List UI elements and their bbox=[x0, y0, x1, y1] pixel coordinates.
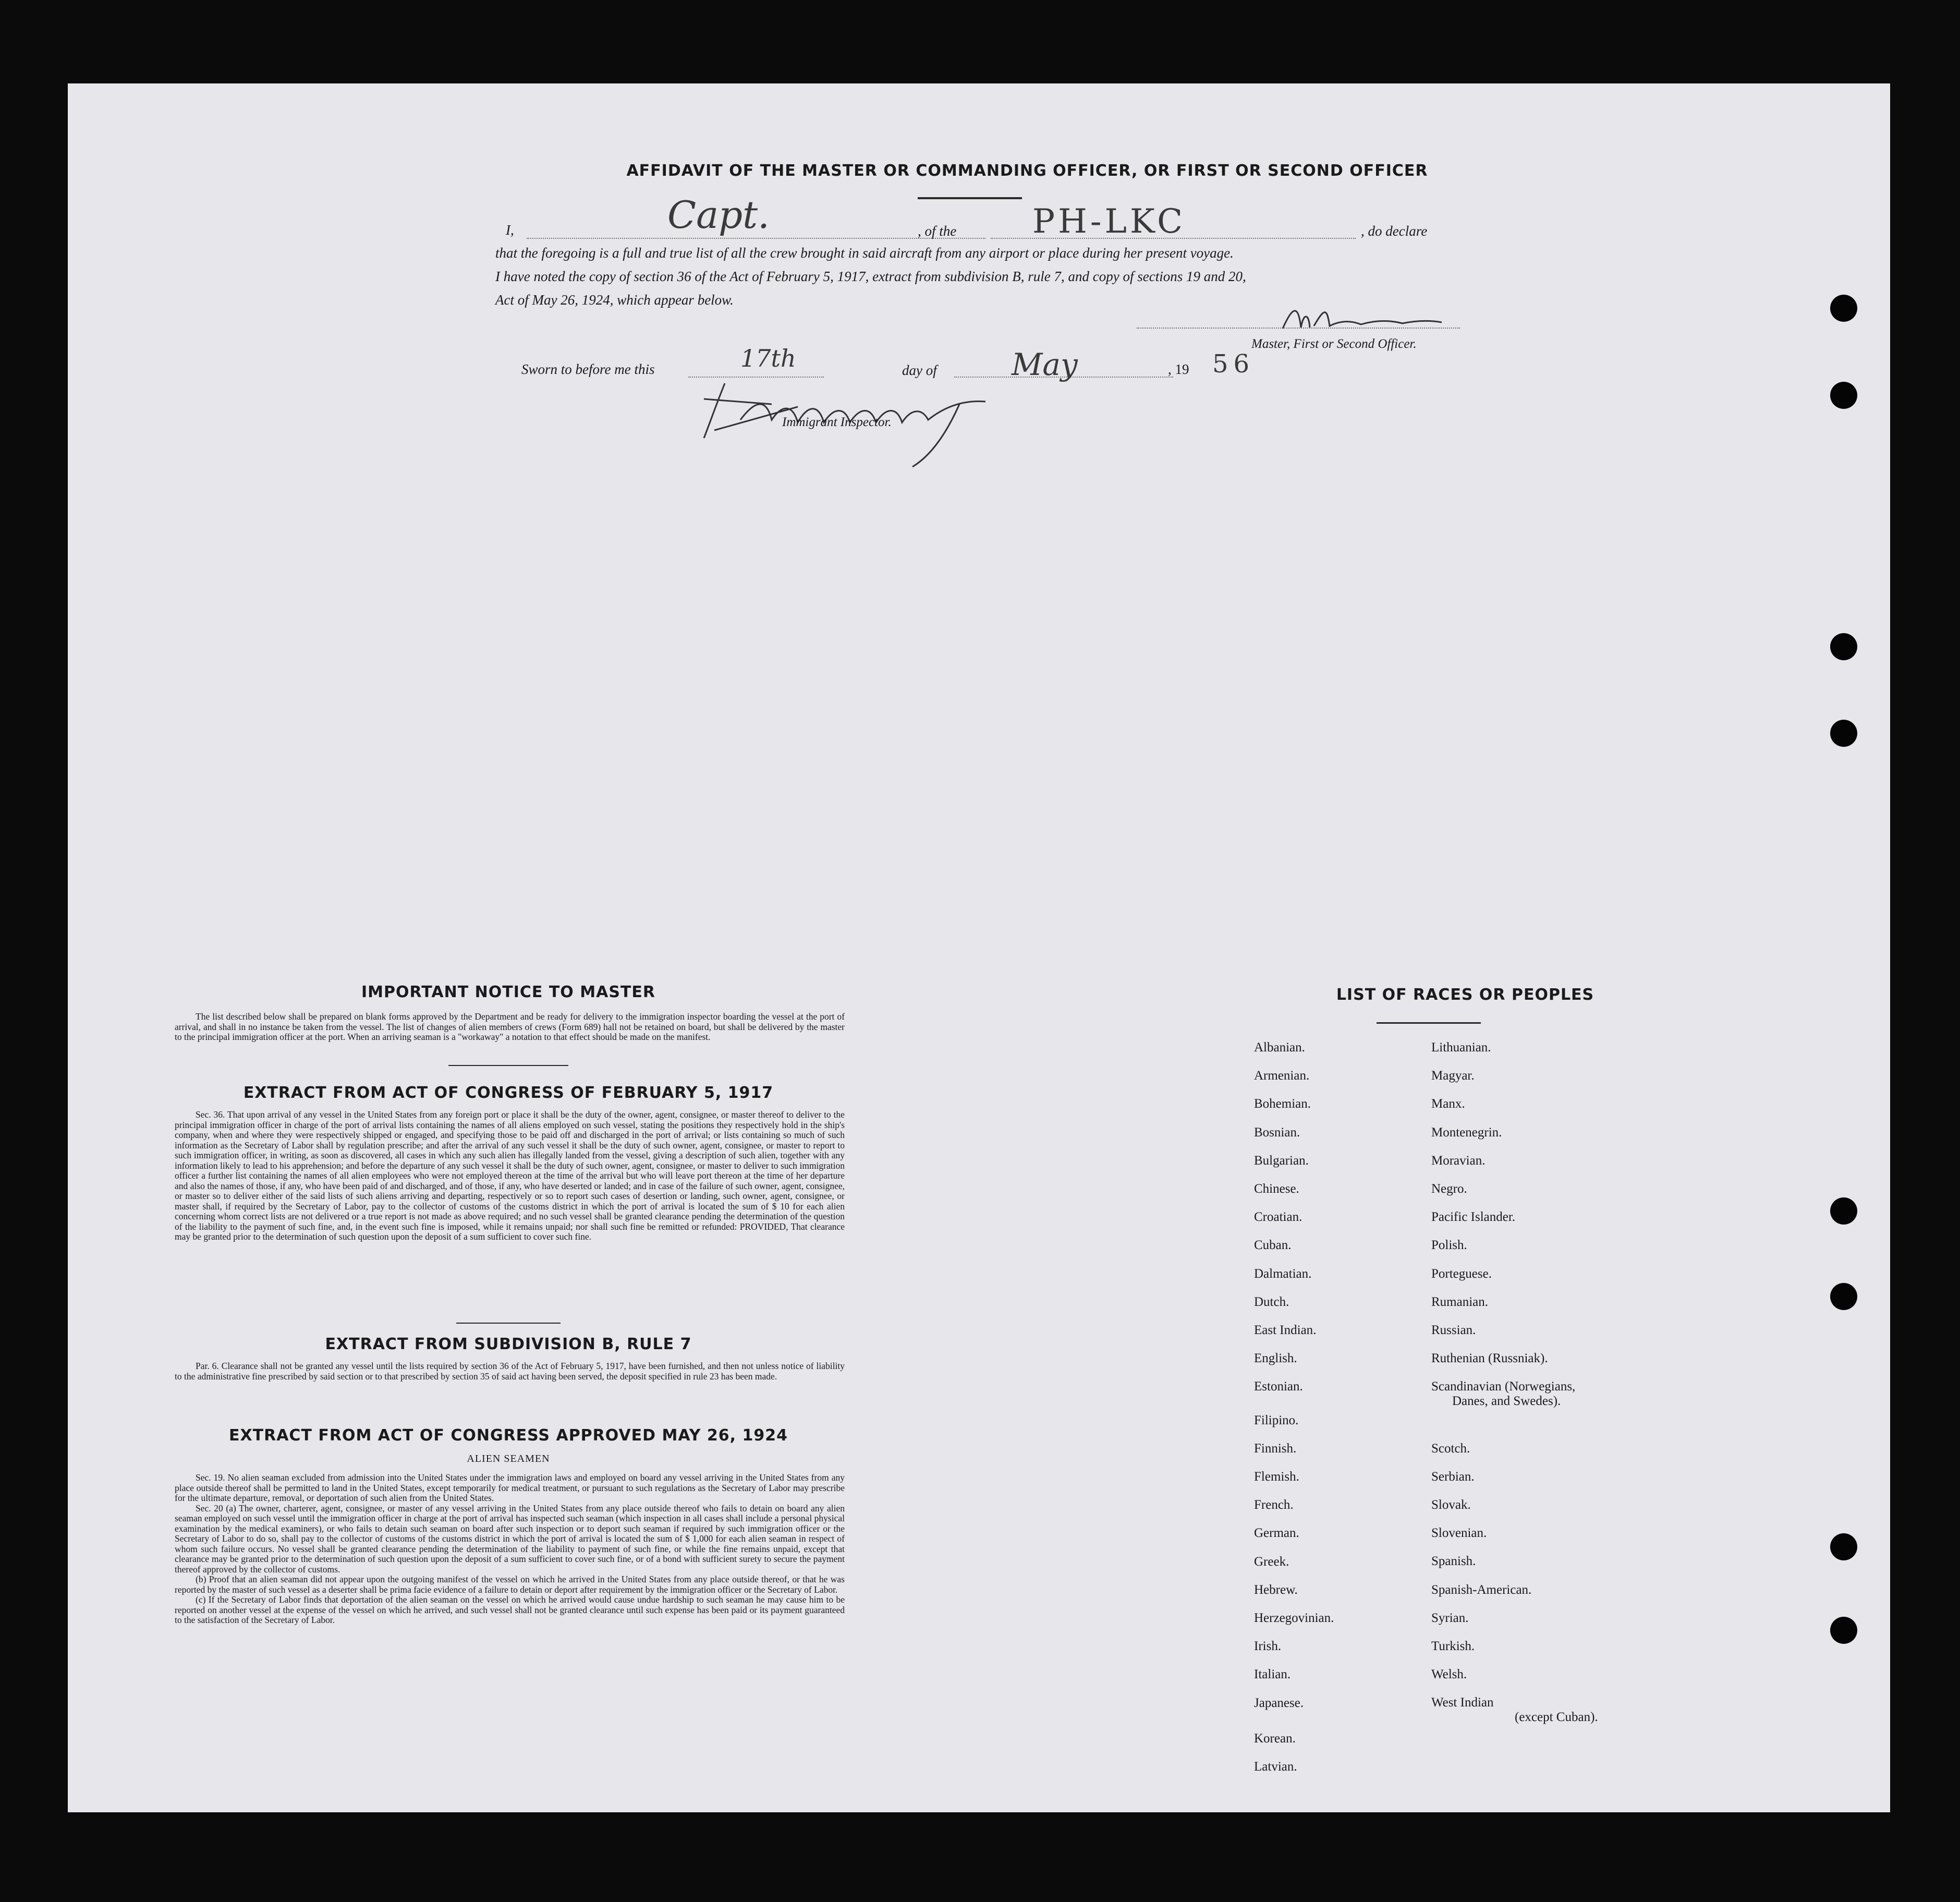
race-item: Chinese. bbox=[1254, 1182, 1299, 1196]
document-page bbox=[68, 83, 1890, 1812]
race-item: Welsh. bbox=[1431, 1667, 1467, 1682]
sec36-paragraph: Sec. 36. That upon arrival of any vessel in the United States from any foreign port or place it shall be the duty of the owner, agent, consignee, or master thereof to deliver to the principal immigration officer in charge of the port of arrival lists containing the names of all aliens employed on such vessel, stating the positions they respectively hold in the ship's company, when and where they were respectively shipped or engaged, and specifying those to be paid off and discharged in the port of arrival; or lists containing so much of such information as the Secretary of Labor shall by regulation prescribe; and after the arrival of any such vessel it shall be the duty of such owner, agent, consignee, or master to report to such immigration officer, in writing, as soon as discovered, all cases in which any such alien has illegally landed from the vessel, giving a description of such alien, together with any information likely to lead to his apprehension; and before the departure of any such vessel it shall be the duty of such owner, agent, consignee, or master to deliver to such immigration officer a further list containing the names of all alien employees who were not employed thereon at the time of the arrival but who will leave port thereon at the time of her departure and also the names of those, if any, who have been paid of and discharged, and of those, if any, who have deserted or landed; and in case of the failure of such owner, agent, consignee, or master so to deliver either of the said lists of such aliens arriving and departing, respectively or so to report such cases of desertion or landing, such owner, agent, consignee, or master shall, if required by the Secretary of Labor, pay to the collector of customs of the customs district in which the port of arrival is located the sum of $ 10 for each alien concerning whom correct lists are not delivered or a true report is not made as above required; and no such vessel shall be granted clearance pending the determination of the question of the liability to the payment of such fine, and, in the event such fine is imposed, while it remains unpaid; nor shall such fine be remitted or refunded: PROVIDED, That clearance may be granted prior to the determination of such question upon the deposit of a sum sufficient to cover such fine. bbox=[175, 1109, 845, 1242]
race-item: Cuban. bbox=[1254, 1238, 1292, 1253]
race-item: Syrian. bbox=[1431, 1610, 1469, 1625]
race-item: Slovak. bbox=[1431, 1498, 1471, 1512]
extract-1917-text bbox=[175, 1110, 845, 1242]
race-item: Moravian. bbox=[1431, 1153, 1486, 1168]
race-item: Armenian. bbox=[1254, 1069, 1310, 1083]
subdivision-b-title: EXTRACT FROM SUBDIVISION B, RULE 7 bbox=[325, 1335, 692, 1353]
punch-hole bbox=[1830, 1617, 1857, 1644]
subdivision-b-text bbox=[175, 1361, 845, 1382]
race-item: Irish. bbox=[1254, 1639, 1282, 1654]
master-signature bbox=[1277, 302, 1444, 334]
notice-text bbox=[175, 1012, 845, 1043]
race-item: Estonian. bbox=[1254, 1379, 1303, 1394]
sworn-label: Sworn to before me this bbox=[521, 361, 655, 377]
race-item: Negro. bbox=[1431, 1182, 1467, 1196]
race-item: Finnish. bbox=[1254, 1441, 1297, 1456]
race-item: Serbian. bbox=[1431, 1469, 1475, 1484]
extract-1924-text bbox=[175, 1473, 845, 1626]
notice-paragraph: The list described below shall be prepared on blank forms approved by the Department and be ready for delivery to the immigration inspector boarding the vessel at the port of arrival, and shall in no instance be taken from the vessel. The list of changes of alien members of crews (Form 689) hall not be retained on board, but shall be delivered by the master to the principal immigration officer at the port. When an arriving seaman is a "workaway" a notation to that effect should be made on the manifest. bbox=[175, 1011, 845, 1042]
punch-hole bbox=[1830, 720, 1857, 747]
sec20b-paragraph: (b) Proof that an alien seaman did not appear upon the outgoing manifest of the vessel on which he arrived in the United States from any place outside thereof, or that he was reported by the master of such vessel as a deserter shall be prima facie evidence of a failure to detain or deport after requirement by the immigration officer or the Secretary of Labor. bbox=[175, 1574, 845, 1595]
notice-title: IMPORTANT NOTICE TO MASTER bbox=[361, 983, 655, 1001]
races-title: LIST OF RACES OR PEOPLES bbox=[1336, 986, 1594, 1004]
alien-seamen-subtitle: ALIEN SEAMEN bbox=[467, 1453, 550, 1464]
race-item: Latvian. bbox=[1254, 1760, 1297, 1774]
race-item: Danes, and Swedes). bbox=[1452, 1394, 1561, 1409]
race-item: Bulgarian. bbox=[1254, 1153, 1309, 1168]
race-item: (except Cuban). bbox=[1515, 1710, 1598, 1725]
punch-hole bbox=[1830, 295, 1857, 322]
race-item: Bosnian. bbox=[1254, 1125, 1300, 1140]
punch-hole bbox=[1830, 1197, 1857, 1225]
race-item: German. bbox=[1254, 1526, 1299, 1541]
punch-hole bbox=[1830, 633, 1857, 660]
affidavit-line-3: I have noted the copy of section 36 of the Act of February 5, 1917, extract from subdivision B, rule 7, and copy of sections 19 and 20, bbox=[495, 269, 1246, 284]
race-item: Herzegovinian. bbox=[1254, 1611, 1334, 1625]
race-item: Magyar. bbox=[1431, 1069, 1475, 1083]
punch-hole bbox=[1830, 382, 1857, 409]
affidavit-line-2: that the foregoing is a full and true list of all the crew brought in said aircraft from any airport or place during her present voyage. bbox=[495, 245, 1234, 261]
race-item: West Indian bbox=[1431, 1695, 1494, 1710]
race-item: Dalmatian. bbox=[1254, 1266, 1312, 1281]
race-item: Lithuanian. bbox=[1431, 1040, 1491, 1055]
day-of-label: day of bbox=[902, 362, 937, 378]
race-item: Filipino. bbox=[1254, 1413, 1299, 1427]
race-item: Greek. bbox=[1254, 1554, 1289, 1569]
race-item: Croatian. bbox=[1254, 1210, 1302, 1225]
race-item: Ruthenian (Russniak). bbox=[1431, 1351, 1548, 1366]
aircraft-handwriting: PH-LKC bbox=[1032, 202, 1186, 241]
day-handwriting: 17th bbox=[740, 344, 796, 372]
race-item: Manx. bbox=[1431, 1097, 1465, 1111]
race-item: French. bbox=[1254, 1498, 1294, 1512]
name-line bbox=[527, 238, 985, 239]
master-officer-label: Master, First or Second Officer. bbox=[1251, 337, 1417, 351]
race-item: Scandinavian (Norwegians, bbox=[1431, 1379, 1576, 1394]
race-item: Bohemian. bbox=[1254, 1097, 1311, 1111]
race-item: Korean. bbox=[1254, 1731, 1296, 1746]
race-item: Scotch. bbox=[1431, 1441, 1470, 1456]
par6-paragraph: Par. 6. Clearance shall not be granted any vessel until the lists required by section 36 of the Act of February 5, 1917, have been furnished, and then not unless notice of liability to the administrative fine prescribed by said section or to that prescribed by section 35 of said act having been served, the deposit specified in rule 23 has been made. bbox=[175, 1361, 845, 1382]
declare-label: , do declare bbox=[1361, 223, 1428, 239]
race-item: Russian. bbox=[1431, 1323, 1476, 1337]
race-item: Dutch. bbox=[1254, 1294, 1289, 1309]
races-rule bbox=[1377, 1022, 1481, 1024]
year-prefix: , 19 bbox=[1168, 361, 1189, 377]
month-handwriting: May bbox=[1012, 347, 1078, 382]
race-item: Montenegrin. bbox=[1431, 1125, 1502, 1140]
punch-hole bbox=[1830, 1283, 1857, 1310]
race-item: Spanish-American. bbox=[1431, 1582, 1532, 1597]
affidavit-title: AFFIDAVIT OF THE MASTER OR COMMANDING OFFICER, OR FIRST OR SECOND OFFICER bbox=[626, 162, 1428, 180]
sec20c-paragraph: (c) If the Secretary of Labor finds that deportation of the alien seaman on the vessel on which he arrived would cause undue hardship to such seaman he may cause him to be reported on another vessel at the expense of the vessel on which he arrived, and such vessel shall not be granted clearance until such expense has been paid or its payment guaranteed to the satisfaction of the Secretary of Labor. bbox=[175, 1594, 845, 1625]
extract-1917-rule bbox=[456, 1323, 561, 1324]
extract-1924-title: EXTRACT FROM ACT OF CONGRESS APPROVED MAY 26, 1924 bbox=[229, 1426, 788, 1445]
race-item: Pacific Islander. bbox=[1431, 1210, 1516, 1225]
year-handwriting: 56 bbox=[1212, 349, 1255, 379]
race-item: Flemish. bbox=[1254, 1470, 1299, 1484]
race-item: Turkish. bbox=[1431, 1639, 1475, 1653]
race-item: Japanese. bbox=[1254, 1695, 1304, 1710]
race-item: Italian. bbox=[1254, 1667, 1291, 1682]
race-item: Slovenian. bbox=[1431, 1526, 1487, 1541]
punch-hole bbox=[1830, 1533, 1857, 1560]
sec20a-paragraph: Sec. 20 (a) The owner, charterer, agent, consignee, or master of any vessel arriving in the United States from any place outside thereof who fails to detain on board any alien seaman employed on such vessel until the immigration officer in charge at the port of arrival has inspected such seaman (which inspection in all cases shall include a personal physical examination by the medical examiners), or who fails to detain such seaman on board after such inspection or to deport such seaman if required by such immigration officer or the Secretary of Labor to do so, shall pay to the collector of customs of the customs district in which the port of arrival is located the sum of $ 1,000 for each alien seaman in respect of whom such failure occurs. No vessel shall be granted clearance pending the determination of the liability to payment of such fine, or while the fine remains unpaid, except that clearance may be granted prior to the determination of such question upon the deposit of a sum sufficient to cover such fine, or of a bond with sufficient surety to secure the payment thereof approved by the collector of customs. bbox=[175, 1503, 845, 1574]
title-rule bbox=[918, 197, 1022, 199]
of-the-label: , of the bbox=[918, 223, 957, 239]
inspector-label: Immigrant Inspector. bbox=[782, 415, 892, 429]
captain-handwriting: Capt. bbox=[667, 193, 770, 237]
race-item: Hebrew. bbox=[1254, 1582, 1298, 1597]
notice-rule bbox=[448, 1065, 568, 1066]
race-item: Rumanian. bbox=[1431, 1294, 1489, 1309]
i-label: I, bbox=[506, 222, 514, 238]
extract-1917-title: EXTRACT FROM ACT OF CONGRESS OF FEBRUARY 5, 1917 bbox=[243, 1084, 774, 1102]
race-item: Albanian. bbox=[1254, 1040, 1305, 1055]
race-item: Spanish. bbox=[1431, 1554, 1476, 1569]
race-item: East Indian. bbox=[1254, 1323, 1317, 1337]
race-item: Polish. bbox=[1431, 1238, 1467, 1253]
affidavit-line-4: Act of May 26, 1924, which appear below. bbox=[495, 292, 734, 308]
race-item: Porteguese. bbox=[1431, 1266, 1492, 1281]
race-item: English. bbox=[1254, 1351, 1297, 1366]
sec19-paragraph: Sec. 19. No alien seaman excluded from admission into the United States under the immigration laws and employed on board any vessel arriving in the United States from any place outside thereof shall be permitted to land in the United States, except temporarily for medical treatment, or pursuant to such regulations as the Secretary of Labor may prescribe for the ultimate departure, removal, or deportation of such alien from the United States. bbox=[175, 1472, 845, 1503]
